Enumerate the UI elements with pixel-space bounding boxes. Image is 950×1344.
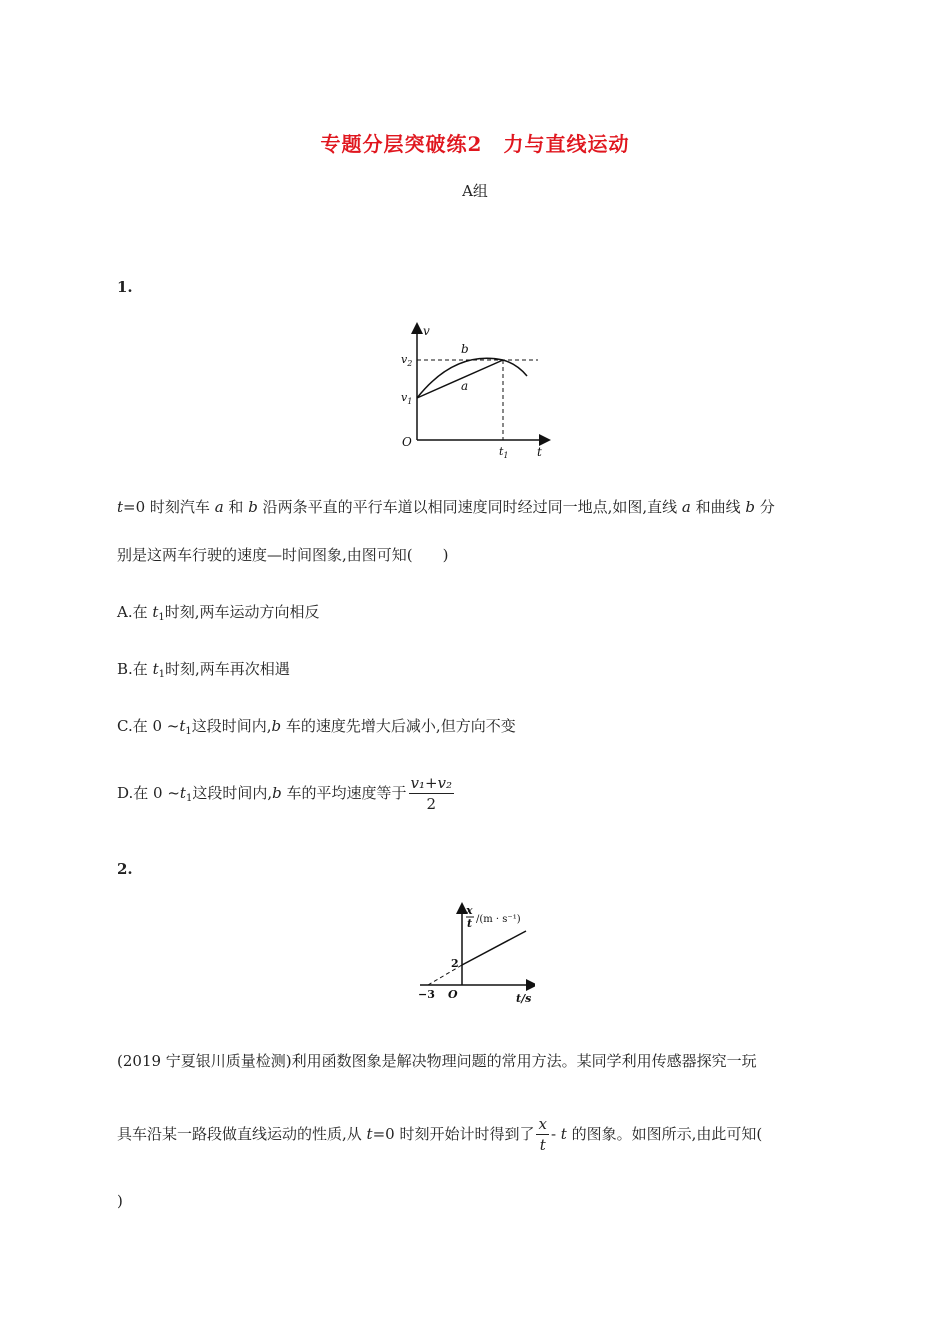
q2-stem-line-2: 具车沿某一路段做直线运动的性质,从 t=0 时刻开始计时得到了 $\frac{x}{t}$ - t 的图象。如图所示,由此可知(	[117, 1115, 763, 1154]
intercept-label: 2	[451, 957, 459, 970]
question-1-number: 1.	[117, 278, 133, 296]
y-axis-numerator: x	[466, 904, 473, 917]
line-a-label: a	[461, 379, 469, 393]
x-axis-label: t/s	[516, 992, 532, 1005]
t1-label: $t_1$	[499, 445, 509, 460]
x-over-t-fraction: $\frac{x}{t}$	[538, 1115, 547, 1154]
question-2-number: 2.	[117, 860, 133, 878]
q1-option-d: D.在 0 $\sim t_1$这段时间内,b 车的平均速度等于 $\frac{\text{v₁+v₂}}{2}$	[117, 774, 453, 813]
origin-label: O	[448, 988, 458, 1001]
q1-option-c: C.在 0 $\sim t_1$这段时间内,b 车的速度先增大后减小,但方向不变	[117, 717, 516, 737]
q1-stem-line-2: 别是这两车行驶的速度—时间图象,由图可知( )	[117, 546, 449, 564]
average-velocity-fraction: $\frac{\text{v₁+v₂}}{2}$	[410, 774, 453, 813]
v1-label: $v_1$	[401, 391, 413, 406]
q2-stem-line-1: (2019 宁夏银川质量检测)利用函数图象是解决物理问题的常用方法。某同学利用传感器探究一玩	[117, 1052, 757, 1070]
q1-vt-graph	[395, 322, 560, 462]
origin-label: O	[402, 435, 412, 449]
page-title: 专题分层突破练2 力与直线运动	[320, 132, 630, 156]
group-label: A组	[462, 182, 488, 200]
q1-stem-line-1: t=0 时刻汽车 a 和 b 沿两条平直的平行车道以相同速度同时经过同一地点,如图,直线 a 和曲线 b 分	[117, 498, 775, 516]
q2-stem-line-3: )	[117, 1192, 123, 1210]
q2-xt-graph	[410, 900, 535, 1005]
x-axis-label: t	[537, 445, 542, 459]
y-axis-unit: /(m · s⁻¹)	[476, 914, 521, 925]
data-line	[462, 931, 526, 965]
line-a	[417, 360, 503, 398]
x-intercept-label: −3	[418, 988, 435, 1001]
v2-label: $v_2$	[401, 353, 413, 368]
curve-b	[417, 358, 527, 398]
q1-option-a: A.在 $t_1$时刻,两车运动方向相反	[117, 603, 320, 623]
q1-option-b: B.在 $t_1$时刻,两车再次相遇	[117, 660, 290, 680]
curve-b-label: b	[461, 342, 469, 356]
y-axis-denominator: t	[467, 917, 473, 930]
y-axis-label: v	[423, 324, 430, 338]
